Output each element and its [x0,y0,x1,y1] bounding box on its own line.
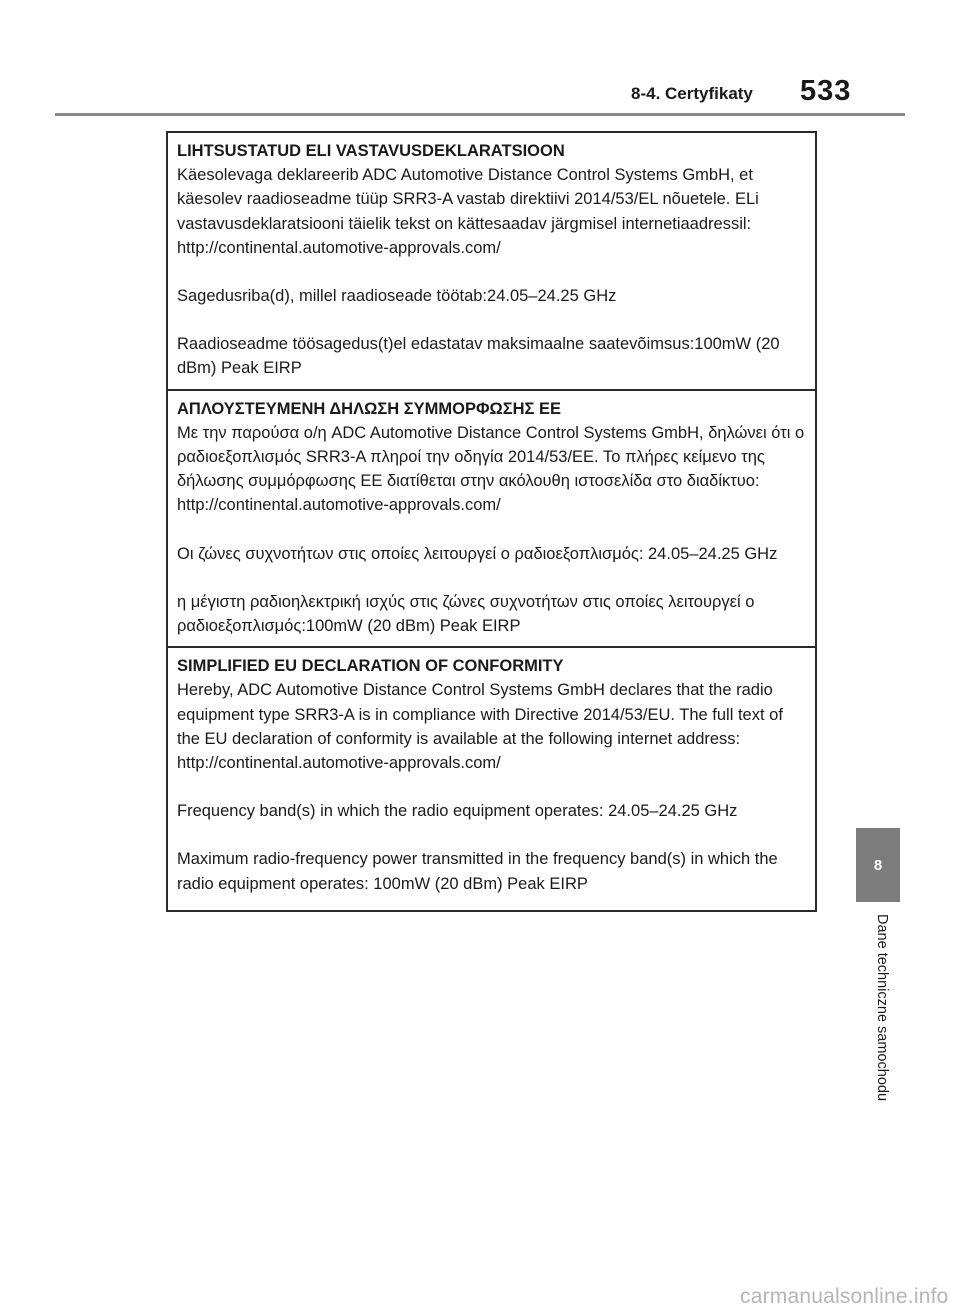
declaration-frequency: Οι ζώνες συχνοτήτων στις οποίες λειτουργεί ο ραδιοεξοπλισμός: 24.05–24.25 GHz [177,544,778,563]
declaration-english [168,646,815,910]
declaration-body: Hereby, ADC Automotive Distance Control Systems GmbH declares that the radio equipment type SRR3-A is in compliance with Directive 2014/53/EU. The full text of the EU declaration of conformity is available at the following internet address: [177,681,783,748]
declaration-url: http://continental.automotive-approvals.com/ [177,496,501,515]
watermark-text: carmanualsonline.info [740,1285,949,1308]
declaration-power: η μέγιστη ραδιοηλεκτρική ισχύς στις ζώνες συχνοτήτων στις οποίες λειτουργεί ο ραδιοεξοπλισμός:100mW (20 dBm) Peak EIRP [177,592,755,636]
declaration-title: ΑΠΛΟΥΣΤΕΥΜΕΝΗ ΔΗΛΩΣΗ ΣΥΜΜΟΡΦΩΣΗΣ ΕΕ [177,399,562,418]
declaration-estonian [168,133,815,389]
declaration-greek [168,389,815,647]
section-title: 8-4. Certyfikaty [631,84,753,103]
header-divider [55,113,905,116]
declaration-title: SIMPLIFIED EU DECLARATION OF CONFORMITY [177,657,564,676]
declaration-title: LIHTSUSTATUD ELI VASTAVUSDEKLARATSIOON [177,142,565,160]
declaration-power: Maximum radio-frequency power transmitted in the frequency band(s) in which the radio equipment operates: 100mW (20 dBm) Peak EIRP [177,850,778,893]
declaration-url: http://continental.automotive-approvals.com/ [177,238,501,257]
declaration-body: Με την παρούσα ο/η ADC Automotive Distance Control Systems GmbH, δηλώνει ότι ο ραδιοεξοπλισμός SRR3-A πληροί την οδηγία 2014/53/ΕΕ. Το πλήρες κείμενο της δήλωσης συμμόρφωσης ΕΕ διατίθεται στην ακόλουθη ιστοσελίδα στο διαδίκτυο: [177,423,805,491]
declaration-frequency: Sagedusriba(d), millel raadioseade töötab:24.05–24.25 GHz [177,287,617,306]
chapter-tab[interactable] [856,828,900,902]
declaration-url: http://continental.automotive-approvals.com/ [177,754,501,773]
declaration-frequency: Frequency band(s) in which the radio equipment operates: 24.05–24.25 GHz [177,802,738,821]
declaration-power: Raadioseadme töösagedus(t)el edastatav maksimaalne saatevõimsus:100mW (20 dBm) Peak EIRP [177,335,780,378]
page-number: 533 [800,75,852,107]
declaration-body: Käesolevaga deklareerib ADC Automotive Distance Control Systems GmbH, et käesolev raadioseadme tüüp SRR3-A vastab direktiivi 2014/53/EL nõuetele. ELi vastavusdeklaratsiooni täielik tekst on kättesaadav järgmisel internetiaadressil: [177,166,759,233]
chapter-number: 8 [873,856,883,874]
declarations-table [166,131,817,912]
chapter-label: Dane techniczne samochodu [874,914,890,1102]
